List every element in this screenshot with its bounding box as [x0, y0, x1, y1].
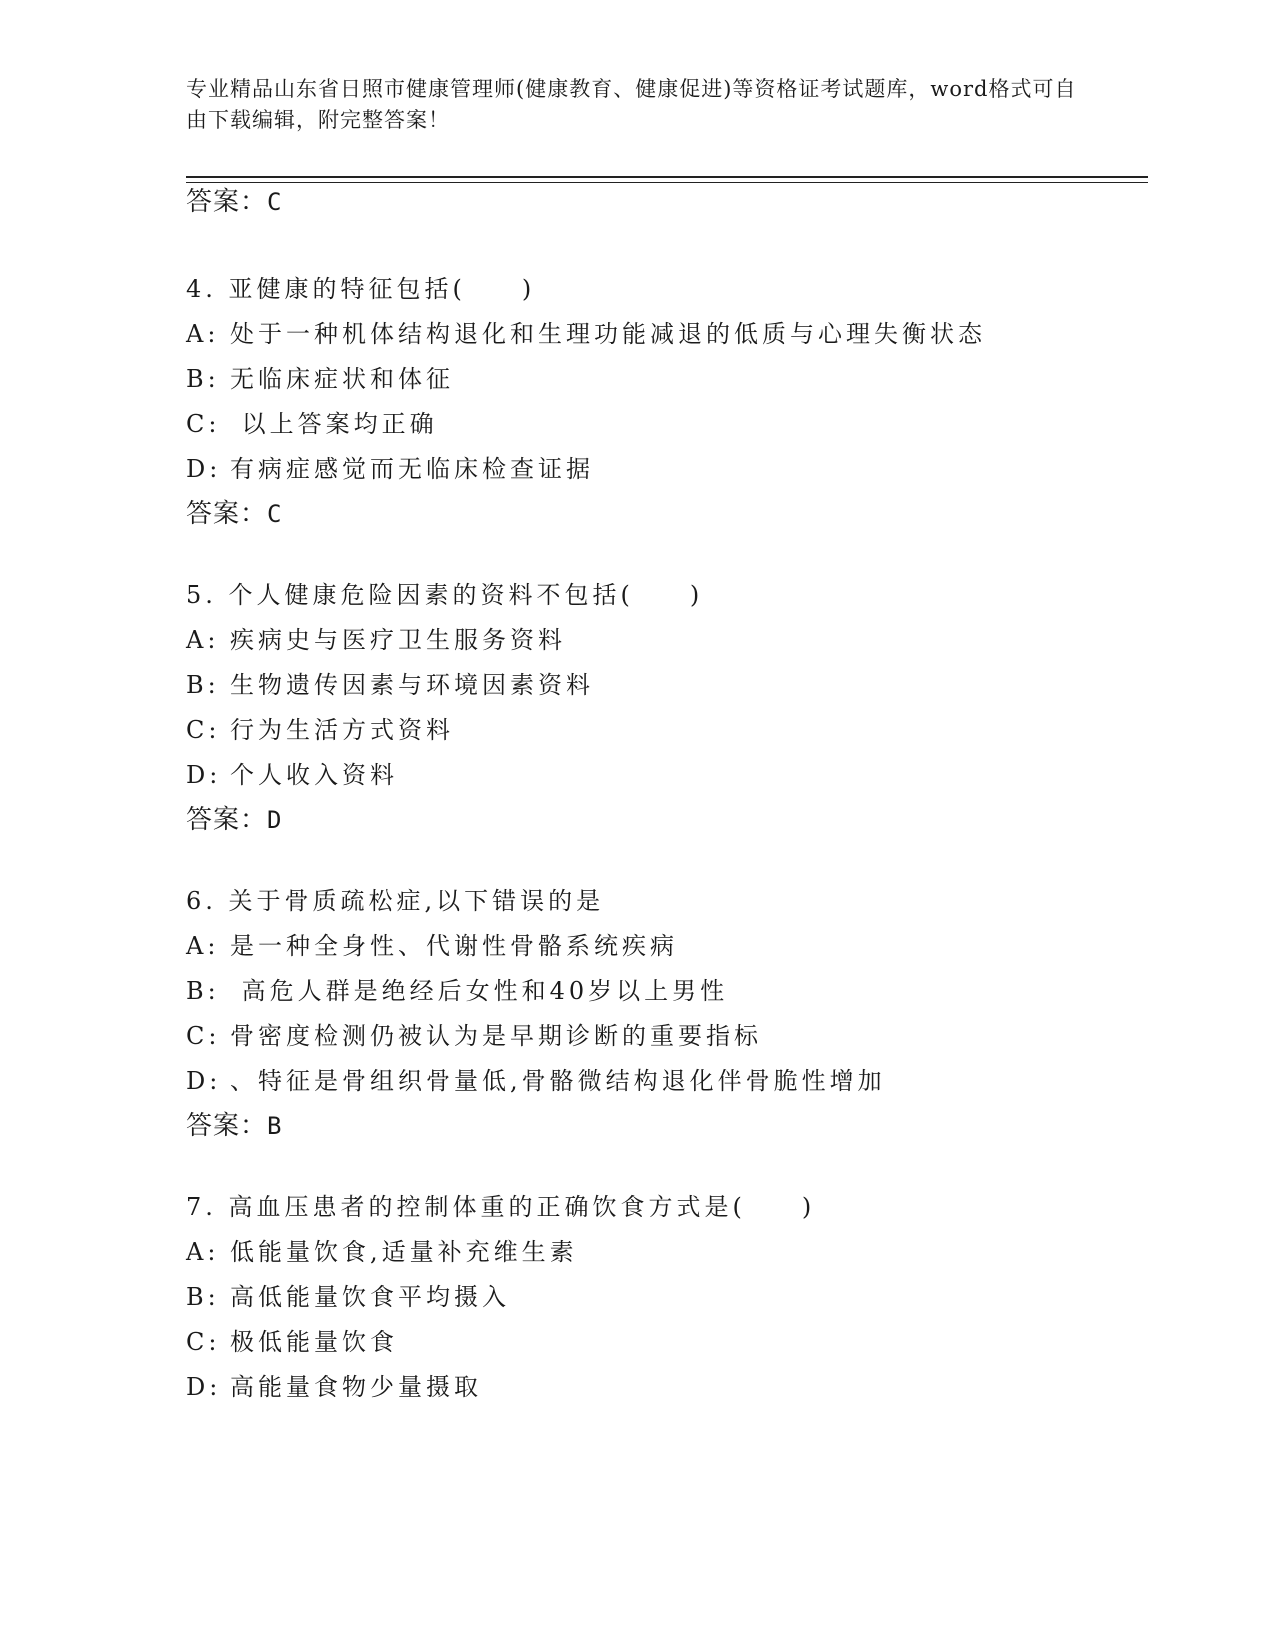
option-label: D: [186, 1373, 222, 1401]
option-label: A: [186, 1238, 220, 1266]
question-stem: 7. 高血压患者的控制体重的正确饮食方式是( ) [186, 1193, 816, 1221]
answer-label: 答案： [186, 499, 268, 529]
answer-line [186, 1104, 1186, 1149]
option-d [186, 1059, 1186, 1104]
option-c [186, 1014, 1186, 1059]
question-block [186, 879, 1186, 1149]
option-text: 无临床症状和体征 [230, 365, 454, 393]
option-b [186, 969, 1186, 1014]
option-label: A: [186, 626, 220, 654]
option-d [186, 1365, 1186, 1410]
option-text: 生物遗传因素与环境因素资料 [230, 671, 594, 699]
option-c [186, 1320, 1186, 1365]
option-label: C: [186, 410, 221, 438]
option-label: B: [186, 1283, 220, 1311]
option-a [186, 312, 1186, 357]
option-label: A: [186, 320, 220, 348]
answer-line [186, 492, 1186, 537]
option-a [186, 1230, 1186, 1275]
option-label: B: [186, 671, 220, 699]
option-text: 低能量饮食,适量补充维生素 [230, 1238, 578, 1266]
question-block [186, 573, 1186, 843]
option-text: 个人收入资料 [230, 761, 398, 789]
option-label: B: [186, 977, 220, 1005]
option-label: D: [186, 455, 222, 483]
option-d [186, 447, 1186, 492]
option-label: C: [186, 1022, 221, 1050]
option-label: A: [186, 932, 220, 960]
option-text: 处于一种机体结构退化和生理功能减退的低质与心理失衡状态 [230, 320, 986, 348]
document-header: 专业精品山东省日照市健康管理师(健康教育、健康促进)等资格证考试题库，word格式可自由下载编辑，附完整答案！ [186, 77, 1077, 132]
option-text: 有病症感觉而无临床检查证据 [230, 455, 594, 483]
question-stem: 6. 关于骨质疏松症,以下错误的是 [186, 887, 605, 915]
option-label: B: [186, 365, 220, 393]
option-text: 高低能量饮食平均摄入 [230, 1283, 510, 1311]
option-text: 行为生活方式资料 [230, 716, 454, 744]
option-label: C: [186, 1328, 221, 1356]
option-text: 骨密度检测仍被认为是早期诊断的重要指标 [230, 1022, 762, 1050]
answer-label: 答案： [186, 187, 268, 217]
option-b [186, 663, 1186, 708]
answer-label: 答案： [186, 1111, 268, 1141]
option-b [186, 357, 1186, 402]
answer-line [186, 180, 1186, 225]
question-block [186, 1185, 1186, 1410]
option-text: 、特征是骨组织骨量低,骨骼微结构退化伴骨脆性增加 [230, 1067, 886, 1095]
option-label: D: [186, 761, 222, 789]
option-text: 极低能量饮食 [230, 1328, 398, 1356]
answer-label: 答案： [186, 805, 268, 835]
question-block [186, 267, 1186, 537]
option-c [186, 402, 1186, 447]
answer-value: D [267, 806, 283, 834]
option-text: 以上答案均正确 [230, 410, 438, 438]
answer-value: B [267, 1112, 283, 1140]
option-d [186, 753, 1186, 798]
header-rule-thick [186, 176, 1148, 178]
option-c [186, 708, 1186, 753]
option-text: 是一种全身性、代谢性骨骼系统疾病 [230, 932, 678, 960]
question-stem: 5. 个人健康危险因素的资料不包括( ) [186, 581, 704, 609]
question-stem: 4. 亚健康的特征包括( ) [186, 275, 536, 303]
option-a [186, 618, 1186, 663]
option-text: 高危人群是绝经后女性和40岁以上男性 [230, 977, 729, 1005]
option-a [186, 924, 1186, 969]
option-label: D: [186, 1067, 222, 1095]
option-text: 疾病史与医疗卫生服务资料 [230, 626, 566, 654]
option-b [186, 1275, 1186, 1320]
answer-value: C [267, 188, 283, 216]
option-label: C: [186, 716, 221, 744]
answer-line [186, 798, 1186, 843]
previous-answer [186, 180, 1186, 225]
option-text: 高能量食物少量摄取 [230, 1373, 482, 1401]
answer-value: C [267, 500, 283, 528]
